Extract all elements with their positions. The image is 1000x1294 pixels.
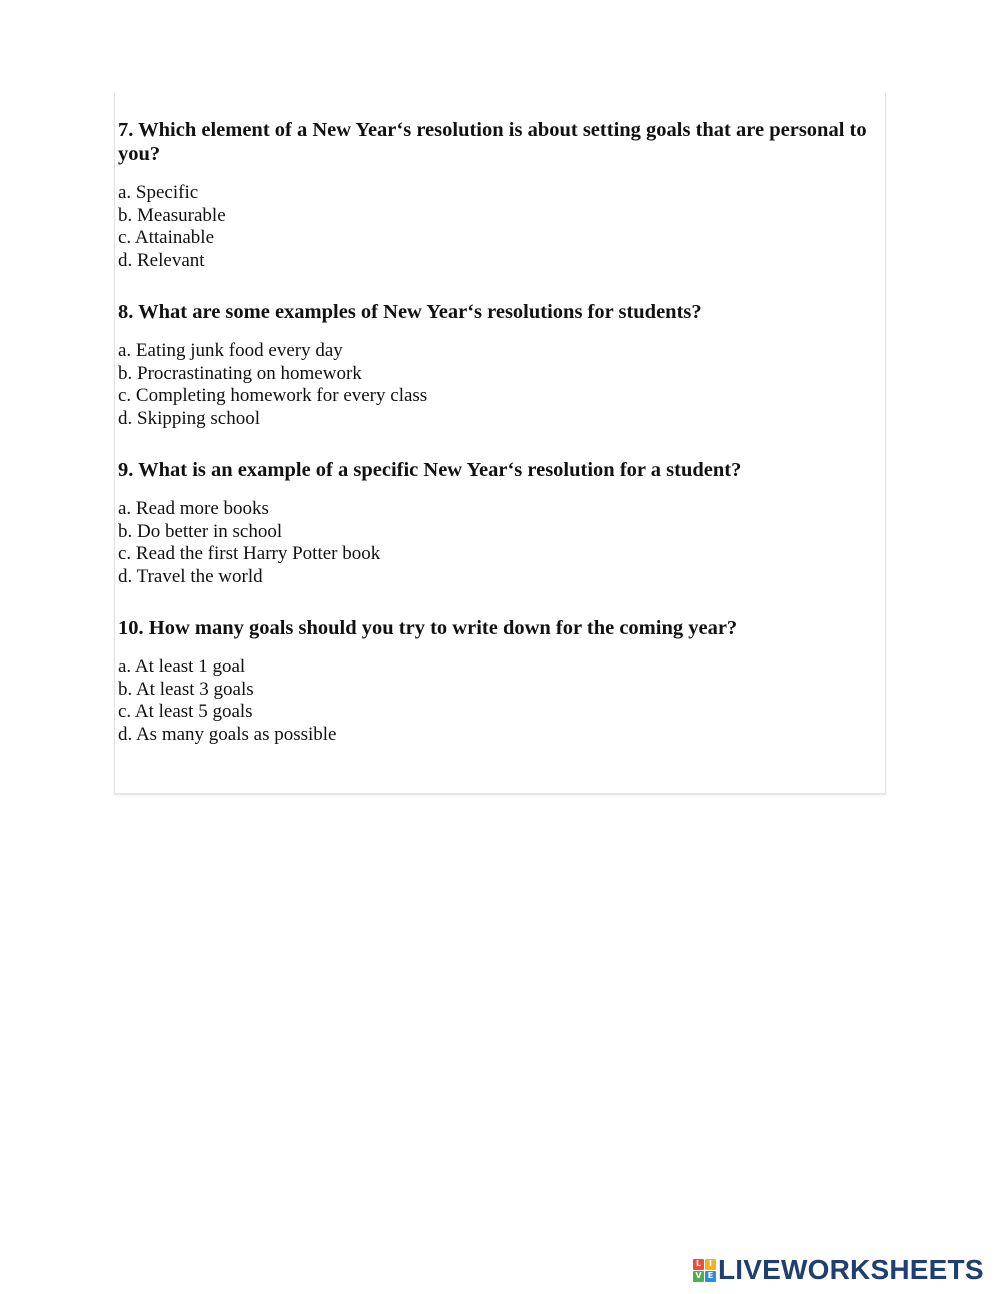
option-b[interactable]: b. Do better in school [118, 520, 283, 542]
question-text: 9. What is an example of a specific New Year‘s resolution for a student? [118, 459, 742, 481]
question-8 [118, 300, 880, 430]
logo-mark-letter: E [705, 1271, 716, 1282]
logo-mark-icon [693, 1259, 716, 1282]
option-c[interactable]: c. Completing homework for every class [118, 385, 428, 407]
liveworksheets-logo [693, 1256, 984, 1284]
option-a[interactable]: a. Read more books [118, 498, 269, 519]
logo-mark-letter: I [705, 1259, 716, 1270]
option-a[interactable]: a. At least 1 goal [118, 656, 246, 677]
options-list [118, 656, 880, 746]
option-d[interactable]: d. Travel the world [118, 565, 263, 587]
option-c[interactable]: c. At least 5 goals [118, 701, 253, 723]
option-b[interactable]: b. Procrastinating on homework [118, 362, 362, 384]
option-c[interactable]: c. Read the first Harry Potter book [118, 543, 381, 565]
logo-mark-letter: L [693, 1259, 704, 1270]
question-7 [118, 118, 880, 272]
logo-mark-letter: V [693, 1271, 704, 1282]
option-b[interactable]: b. At least 3 goals [118, 678, 254, 700]
question-text: 10. How many goals should you try to write down for the coming year? [118, 617, 738, 639]
option-a[interactable]: a. Eating junk food every day [118, 340, 343, 361]
question-text: 8. What are some examples of New Year‘s resolutions for students? [118, 301, 702, 323]
option-a[interactable]: a. Specific [118, 182, 199, 203]
options-list [118, 340, 880, 430]
option-d[interactable]: d. Skipping school [118, 407, 260, 429]
question-text: 7. Which element of a New Year‘s resolution is about setting goals that are personal to you? [118, 119, 867, 165]
options-list [118, 182, 880, 272]
options-list [118, 498, 880, 588]
logo-text: LIVEWORKSHEETS [718, 1254, 984, 1285]
option-d[interactable]: d. Relevant [118, 249, 205, 271]
option-c[interactable]: c. Attainable [118, 227, 215, 249]
question-9 [118, 458, 880, 588]
option-b[interactable]: b. Measurable [118, 204, 226, 226]
option-d[interactable]: d. As many goals as possible [118, 723, 337, 745]
question-10 [118, 616, 880, 746]
